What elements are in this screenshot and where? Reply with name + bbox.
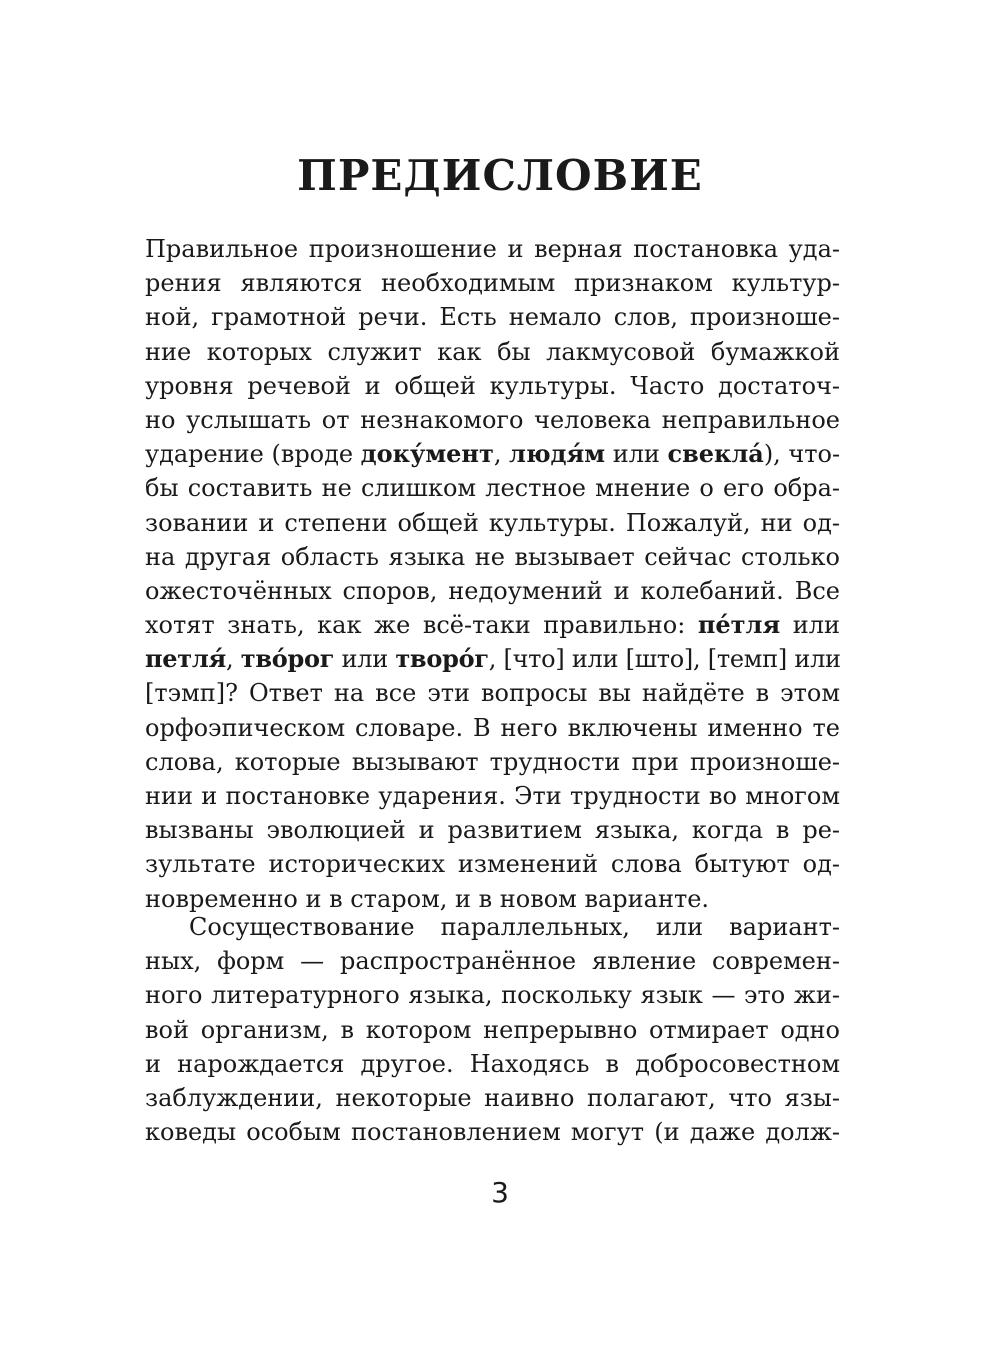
text-segment: , [493,440,510,469]
text-segment: но услышать от незнакомого человека неправильное [145,405,840,434]
text-line [145,1047,840,1081]
text-line [145,540,840,574]
text-line [145,608,840,642]
text-segment: или [780,611,840,640]
text-segment: вой организм, в котором непрерывно отмирает одно [145,1015,840,1044]
stressed-word: пе́тля [697,610,781,640]
text-segment: новременно и в старом, и в новом варианте. [145,884,710,913]
text-segment: или [605,440,668,469]
text-segment: ожесточённых споров, недоумений и колебаний. Все [145,576,840,605]
text-line [145,642,840,676]
text-line [145,745,840,779]
stressed-word: тво́рог [240,644,335,674]
text-segment: , [что] или [што], [темп] или [488,645,841,674]
text-line [145,676,840,710]
text-line [145,300,840,334]
text-segment: ной, грамотной речи. Есть немало слов, произноше- [145,303,840,332]
stressed-word: творо́г [395,644,489,674]
text-segment: на другая область языка не вызывает сейчас столько [145,542,840,571]
text-segment: бы составить не слишком лестное мнение о его обра- [145,474,840,503]
stressed-word: свекла́ [667,439,764,469]
text-segment: Правильное произношение и верная постановка уда- [145,235,840,263]
text-line [145,335,840,369]
text-segment: [тэмп]? Ответ на все эти вопросы вы найдёте в этом [145,679,840,708]
text-line [145,437,840,471]
text-line [145,1013,840,1047]
text-segment: орфоэпическом словаре. В него включены именно те [145,713,840,742]
text-segment: вызваны эволюцией и развитием языка, когда в ре- [145,816,840,845]
text-segment: зультате исторических изменений слова бытуют од- [145,850,840,879]
text-segment: заблуждении, некоторые наивно полагают, что язы- [145,1083,840,1112]
text-segment: уровня речевой и общей культуры. Часто достаточ- [145,371,840,400]
stressed-word: петля́ [145,644,227,674]
text-segment: коведы особым постановлением могут (и даже долж- [145,1118,840,1147]
text-line [145,232,840,266]
text-segment: ного литературного языка, поскольку язык — это жи- [145,981,840,1010]
text-line [145,506,840,540]
text-line [145,813,840,847]
text-segment: зовании и степени общей культуры. Пожалуй, ни од- [145,508,840,537]
text-segment: ), что- [763,440,841,469]
text-segment: ние которых служит как бы лакмусовой бумажкой [145,337,840,366]
paragraph-1 [145,232,840,916]
text-line [145,847,840,881]
text-segment: ударение (вроде [145,440,361,469]
stressed-word: людя́м [509,439,606,469]
text-line [145,1115,840,1149]
page-number: 3 [491,1176,509,1209]
text-segment: и нарождается другое. Находясь в добросовестном [145,1049,840,1078]
paragraph-2 [145,910,840,1149]
text-line [145,403,840,437]
text-line [145,574,840,608]
text-line [145,910,840,944]
text-segment: нии и постановке ударения. Эти трудности во многом [145,782,840,810]
text-segment: рения являются необходимым признаком культур- [145,269,840,298]
text-segment: или [334,645,396,674]
text-segment: , [226,645,241,674]
stressed-word: доку́мент [360,439,494,469]
text-line [145,1081,840,1115]
text-segment: хотят знать, как же всё-таки правильно: [145,611,698,640]
text-line [145,944,840,978]
text-line [145,369,840,403]
text-line [145,266,840,300]
text-line [145,711,840,745]
page-title: ПРЕДИСЛОВИЕ [297,151,703,200]
text-line [145,978,840,1012]
text-segment: ных, форм — распространённое явление современ- [145,947,840,976]
text-segment: слова, которые вызывают трудности при произноше- [145,747,840,776]
text-line [145,779,840,813]
text-segment: Сосуществование параллельных, или вариант- [189,913,840,941]
text-line [145,471,840,505]
